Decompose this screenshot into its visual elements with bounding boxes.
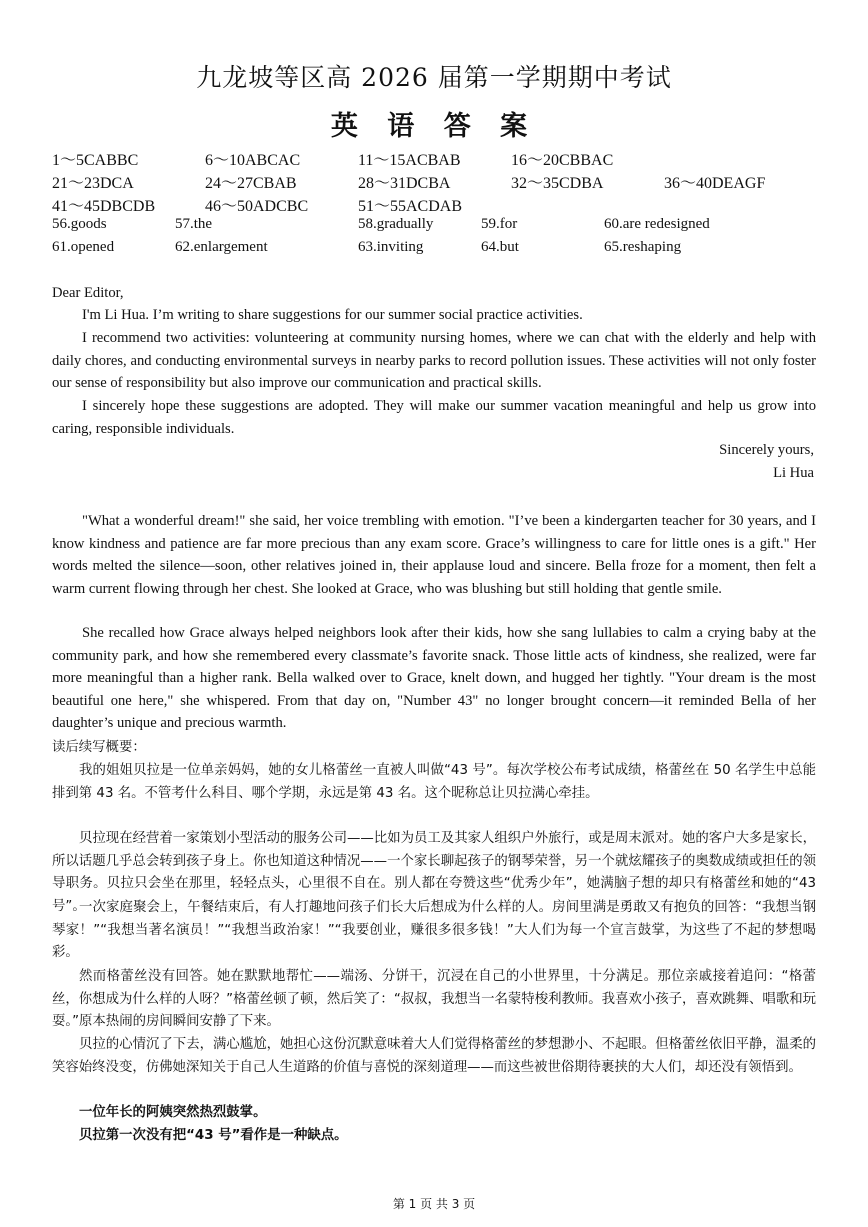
fill-answer: 57.the (175, 216, 213, 232)
letter-greeting: Dear Editor, (52, 285, 124, 301)
summary-paragraph: 一次家庭聚会上，午餐结束后，有人打趣地问孩子们长大后想成为什么样的人。房间里满是勇敢又有抱负的回答：“我想当钢琴家！”“我想当著名演员！”“我想当政治家！”“我要创业，赚很多很多钱！”大人们为每一个宣言鼓掌，为这些了不起的梦想喝彩。 (52, 900, 816, 961)
summary-paragraph: 然而格蕾丝没有回答。她在默默地帮忙——端汤、分饼干，沉浸在自己的小世界里，十分满足。那位亲戚接着追问：“格蕾丝，你想成为什么样的人呀？”格蕾丝顿了顿，然后笑了：“叔叔，我想当一名蒙特梭利教师。我喜欢小孩子，喜欢跳舞、唱歌和玩耍。”原本热闹的房间瞬间安静了下来。 (52, 969, 816, 1030)
answer-group: 51～55ACDAB (358, 198, 463, 215)
answer-group: 1～5CABBC (52, 152, 139, 169)
page-subtitle: 英 语 答 案 (330, 111, 538, 142)
summary-heading: 读后续写概要： (52, 740, 146, 755)
summary-paragraph: 我的姐姐贝拉是一位单亲妈妈，她的女儿格蕾丝一直被人叫做“43 号”。每次学校公布考试成绩，格蕾丝在 50 名学生中总能排到第 43 名。不管考什么科目、哪个学期，永远是第 43 名。这个昵称总让贝拉满心牵挂。 (52, 763, 816, 801)
story-paragraph: She recalled how Grace always helped neighbors look after their kids, how she sang lullabies to calm a crying baby at the community park, and how she remembered every classmate’s favorite snack. Those little acts of kindness, she realized, were far more meaningful than a higher rank. Bella walked over to Grace, knelt down, and hugged her tightly. "Your dream is the most beautiful one here," she whispered. From that day on, "Number 43" no longer brought concern—it reminded Bella of her daughter’s unique and precious warmth. (52, 625, 816, 732)
fill-answer: 58.gradually (358, 216, 434, 232)
fill-answer: 60.are redesigned (604, 216, 710, 232)
fill-answer: 65.reshaping (604, 239, 682, 255)
answer-group: 24～27CBAB (205, 175, 297, 192)
letter-signature: Li Hua (773, 465, 814, 481)
answer-group: 28～31DCBA (358, 175, 451, 192)
answer-group: 16～20CBBAC (511, 152, 614, 169)
fill-answer: 62.enlargement (175, 239, 268, 255)
fill-answer: 56.goods (52, 216, 107, 232)
letter-closing: Sincerely yours, (719, 442, 814, 458)
answer-group: 36～40DEAGF (664, 175, 766, 192)
answer-group: 41～45DBCDB (52, 198, 156, 215)
letter-paragraph: I recommend two activities: volunteering at community nursing homes, where we can chat with the elderly and help with daily chores, and conducting environmental surveys in nearby parks to record pollution issues. These activities will not only foster our sense of responsibility but also improve our communication and practical skills. (52, 330, 816, 392)
fill-answer: 63.inviting (358, 239, 424, 255)
story-paragraph: "What a wonderful dream!" she said, her voice trembling with emotion. "I’ve been a kindergarten teacher for 30 years, and I know kindness and patience are far more precious than any exam score. Grace’s willingness to care for little ones is a gift." Her words melted the silence—soon, other relatives joined in, their applause loud and sincere. Bella froze for a moment, then felt a warm current flowing through her chest. She looked at Grace, who was blushing but still holding that gentle smile. (52, 513, 816, 597)
fill-answer: 61.opened (52, 239, 115, 255)
answer-group: 32～35CDBA (511, 175, 604, 192)
answer-group: 46～50ADCBC (205, 198, 309, 215)
page-number: 第 1 页 共 3 页 (392, 1197, 476, 1211)
summary-prompt: 贝拉第一次没有把“43 号”看作是一种缺点。 (79, 1128, 348, 1143)
answer-group: 6～10ABCAC (205, 152, 301, 169)
answer-group: 11～15ACBAB (358, 152, 461, 169)
letter-paragraph: I'm Li Hua. I’m writing to share suggestions for our summer social practice activities. (82, 307, 583, 323)
page-title: 九龙坡等区高 2026 届第一学期期中考试 (196, 63, 672, 92)
fill-answer: 64.but (481, 239, 519, 255)
letter-paragraph: I sincerely hope these suggestions are adopted. They will make our summer vacation meaningful and help us grow into caring, responsible individuals. (52, 398, 816, 437)
answer-group: 21～23DCA (52, 175, 134, 192)
fill-answer: 59.for (481, 216, 518, 232)
summary-paragraph: 贝拉的心情沉了下去，满心尴尬，她担心这份沉默意味着大人们觉得格蕾丝的梦想渺小、不起眼。但格蕾丝依旧平静，温柔的笑容始终没变，仿佛她深知关于自己人生道路的价值与喜悦的深刻道理——而这些被世俗期待裹挟的大人们，却还没有领悟到。 (52, 1037, 816, 1075)
summary-paragraph: 贝拉现在经营着一家策划小型活动的服务公司——比如为员工及其家人组织户外旅行，或是周末派对。她的客户大多是家长，所以话题几乎总会转到孩子身上。你也知道这种情况——一个家长聊起孩子的钢琴荣誉，另一个就炫耀孩子的奥数成绩或担任的领导职务。贝拉只会坐在那里，轻轻点头，心里很不自在。别人都在夸赞这些“优秀少年”，她满脑子想的却只有格蕾丝和她的“43 号”。 (52, 831, 816, 914)
summary-prompt: 一位年长的阿姨突然热烈鼓掌。 (79, 1105, 267, 1120)
